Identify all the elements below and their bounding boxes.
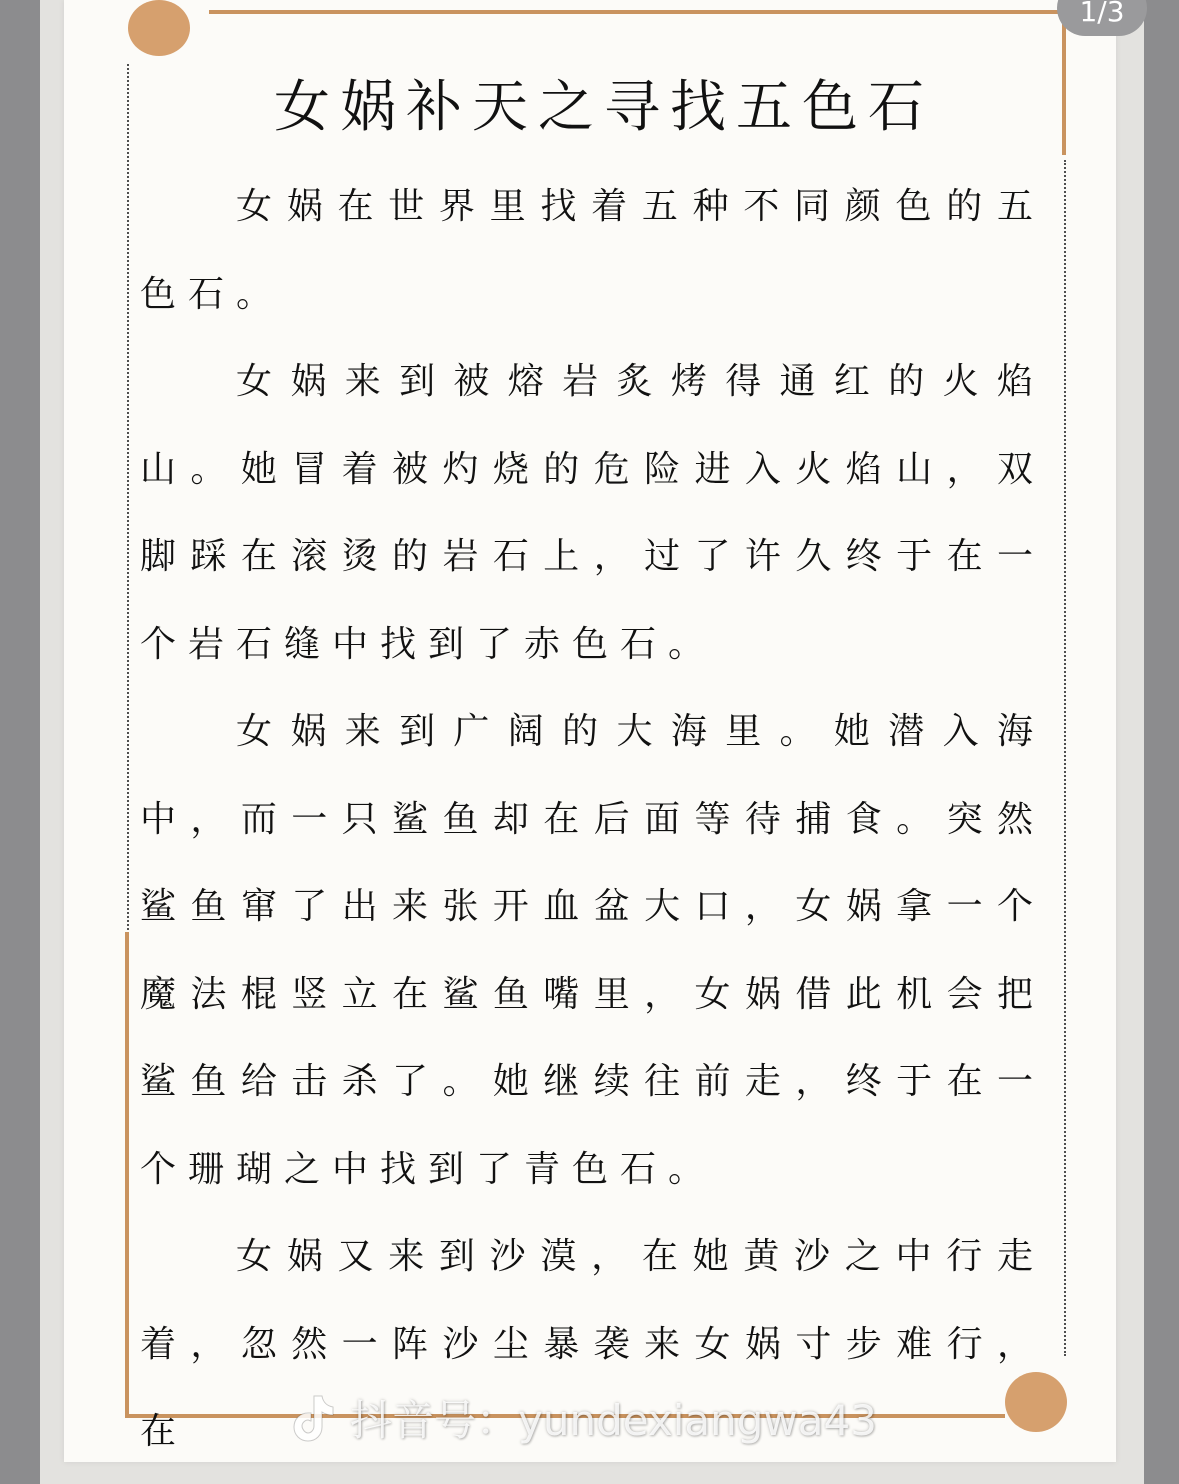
decor-line-left <box>125 932 129 1418</box>
decor-dotted-line-right <box>1064 160 1066 1356</box>
decor-circle-top <box>128 0 190 56</box>
document-body <box>140 163 1045 1476</box>
page-indicator-badge[interactable]: 1/3 <box>1057 0 1147 36</box>
tiktok-logo-icon <box>288 1392 336 1444</box>
decor-line-top <box>209 10 1065 14</box>
document-title: 女娲补天之寻找五色石 <box>274 75 934 140</box>
paragraph: 女娲又来到沙漠，在她黄沙之中行走着，忽然一阵沙尘暴袭来女娲寸步难行，在 <box>140 1236 1045 1452</box>
paragraph: 女娲来到广阔的大海里。她潜入海中，而一只鲨鱼却在后面等待捕食。突然鲨鱼窜了出来张开血盆大口，女娲拿一个魔法棍竖立在鲨鱼嘴里，女娲借此机会把鲨鱼给击杀了。她继续往前走，终于在一个珊瑚之中找到了青色石。 <box>140 711 1045 1190</box>
paragraph: 女娲在世界里找着五种不同颜色的五色石。 <box>140 186 1045 315</box>
watermark-text: 抖音号：yundexiangwa43 <box>350 1396 877 1445</box>
watermark <box>288 1388 877 1448</box>
paragraph: 女娲来到被熔岩炙烤得通红的火焰山。她冒着被灼烧的危险进入火焰山，双脚踩在滚烫的岩石上，过了许久终于在一个岩石缝中找到了赤色石。 <box>140 361 1045 665</box>
decor-dotted-line-left <box>127 64 129 930</box>
